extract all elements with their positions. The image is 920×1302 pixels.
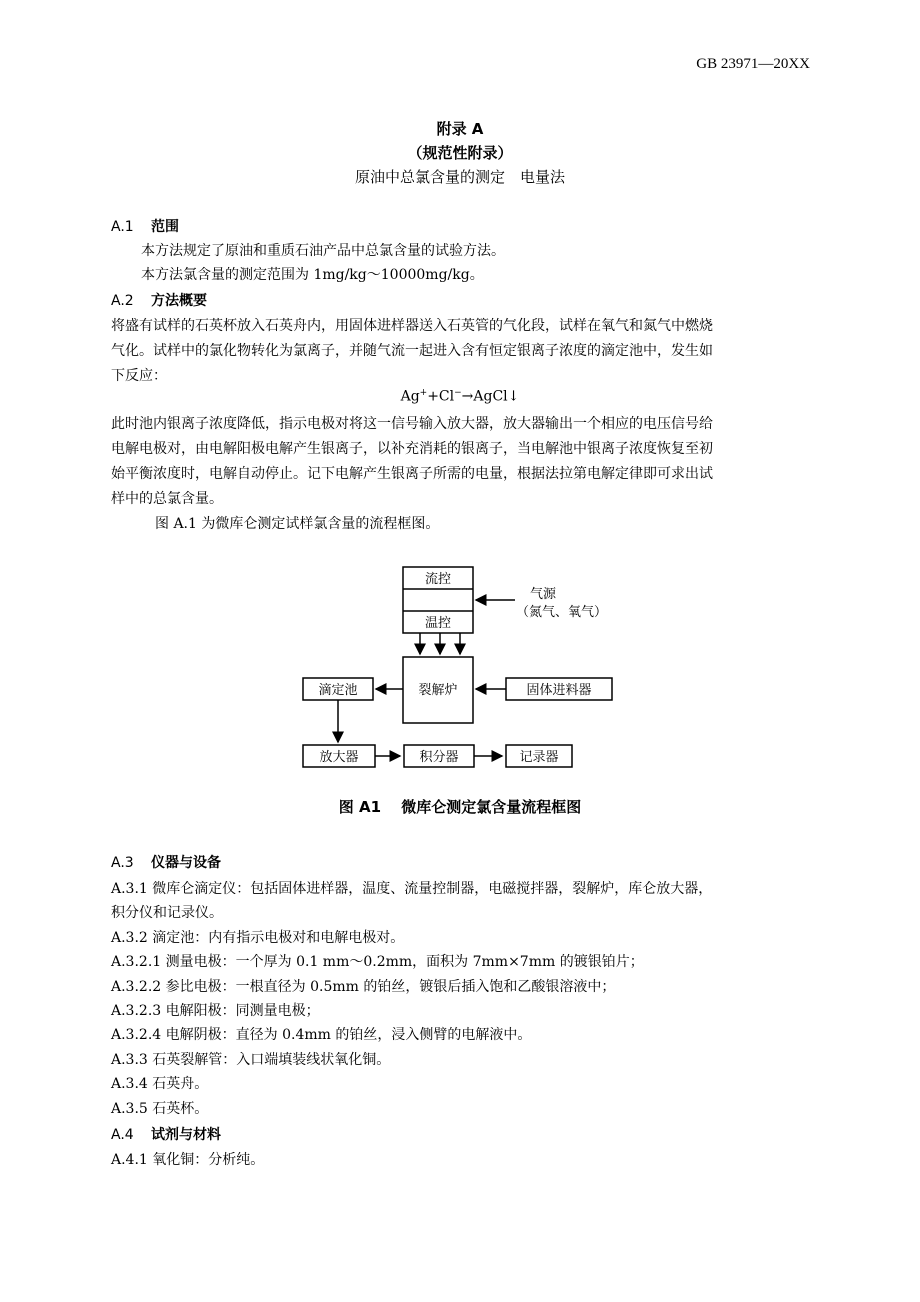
- paragraph-line: 电解电极对，由电解阳极电解产生银离子，以补充消耗的银离子，当电解池中银离子浓度恢复至初: [111, 441, 713, 457]
- gas-source-detail: （氮气、氧气）: [516, 605, 608, 620]
- section-a2-heading: [111, 290, 207, 310]
- paragraph-line: 样中的总氯含量。: [111, 491, 223, 507]
- section-number: A.2: [111, 293, 134, 309]
- formula-minus: −: [454, 388, 462, 398]
- figure-caption: 图 A1 微库仑测定氯含量流程框图: [338, 798, 582, 816]
- section-a1-heading: [111, 216, 179, 236]
- section-number: A.3: [111, 855, 134, 871]
- temp-label: 温控: [424, 616, 452, 631]
- section-title: 试剂与材料: [151, 1127, 221, 1143]
- solid-feeder-label: 固体进料器: [526, 683, 592, 698]
- integrator-label: 积分器: [419, 750, 459, 765]
- list-item: A.3.5 石英杯。: [111, 1101, 209, 1117]
- list-item: A.3.2.3 电解阳极：同测量电极；: [111, 1003, 320, 1019]
- paragraph-line: 将盛有试样的石英杯放入石英舟内，用固体进样器送入石英管的气化段，试样在氧气和氮气中燃烧: [111, 318, 713, 334]
- section-a3-heading: [111, 852, 221, 872]
- list-item: A.3.2.1 测量电极：一个厚为 0.1 mm～0.2mm，面积为 7mm×7mm 的镀银铂片；: [111, 954, 644, 970]
- standard-code: GB 23971—20XX: [696, 56, 810, 72]
- titration-label: 滴定池: [318, 683, 358, 698]
- section-title: 范围: [151, 219, 179, 235]
- paragraph: 本方法氯含量的测定范围为 1mg/kg～10000mg/kg。: [141, 267, 484, 283]
- list-item: A.3.1 微库仑滴定仪：包括固体进样器，温度、流量控制器，电磁搅拌器，裂解炉，库仑放大器，: [111, 881, 713, 897]
- paragraph-line: 此时池内银离子浓度降低，指示电极对将这一信号输入放大器，放大器输出一个相应的电压信号给: [111, 416, 713, 432]
- section-number: A.1: [111, 219, 134, 235]
- paragraph: 本方法规定了原油和重质石油产品中总氯含量的试验方法。: [141, 243, 505, 259]
- appendix-title: 附录 A: [436, 120, 484, 138]
- formula-plus: +: [419, 388, 428, 398]
- formula-ag: Ag: [400, 388, 420, 405]
- formula-cl: +Cl: [427, 388, 455, 405]
- section-title: 方法概要: [151, 293, 207, 309]
- recorder-label: 记录器: [519, 750, 559, 765]
- amplifier-label: 放大器: [319, 750, 359, 765]
- list-item: A.3.4 石英舟。: [111, 1076, 209, 1092]
- appendix-name: 原油中总氯含量的测定 电量法: [354, 168, 565, 186]
- list-item: A.3.3 石英裂解管：入口端填装线状氧化铜。: [111, 1052, 391, 1068]
- paragraph-line: 图 A.1 为微库仑测定试样氯含量的流程框图。: [155, 516, 440, 532]
- gas-source-label: 气源: [530, 587, 557, 602]
- flow-diagram: [0, 550, 920, 825]
- list-item: A.4.1 氧化铜：分析纯。: [111, 1152, 265, 1168]
- paragraph-line: 始平衡浓度时，电解自动停止。记下电解产生银离子所需的电量，根据法拉第电解定律即可求出试: [111, 466, 713, 482]
- flow-label: 流控: [424, 572, 452, 587]
- appendix-type: （规范性附录）: [407, 144, 513, 162]
- list-item: A.3.2.2 参比电极：一根直径为 0.5mm 的铂丝，镀银后插入饱和乙酸银溶液中；: [111, 979, 616, 995]
- paragraph-line: 气化。试样中的氯化物转化为氯离子，并随气流一起进入含有恒定银离子浓度的滴定池中，发生如: [111, 343, 713, 359]
- list-item: A.3.2 滴定池：内有指示电极对和电解电极对。: [111, 930, 405, 946]
- section-title: 仪器与设备: [151, 855, 221, 871]
- list-item: A.3.2.4 电解阴极：直径为 0.4mm 的铂丝，浸入侧臂的电解液中。: [111, 1027, 532, 1043]
- furnace-label: 裂解炉: [418, 683, 458, 698]
- section-number: A.4: [111, 1127, 134, 1143]
- reaction-formula: [0, 388, 920, 405]
- section-a4-heading: [111, 1124, 221, 1144]
- formula-rest: →AgCl↓: [461, 388, 520, 405]
- list-item: 积分仪和记录仪。: [111, 905, 223, 921]
- paragraph-line: 下反应：: [111, 368, 167, 384]
